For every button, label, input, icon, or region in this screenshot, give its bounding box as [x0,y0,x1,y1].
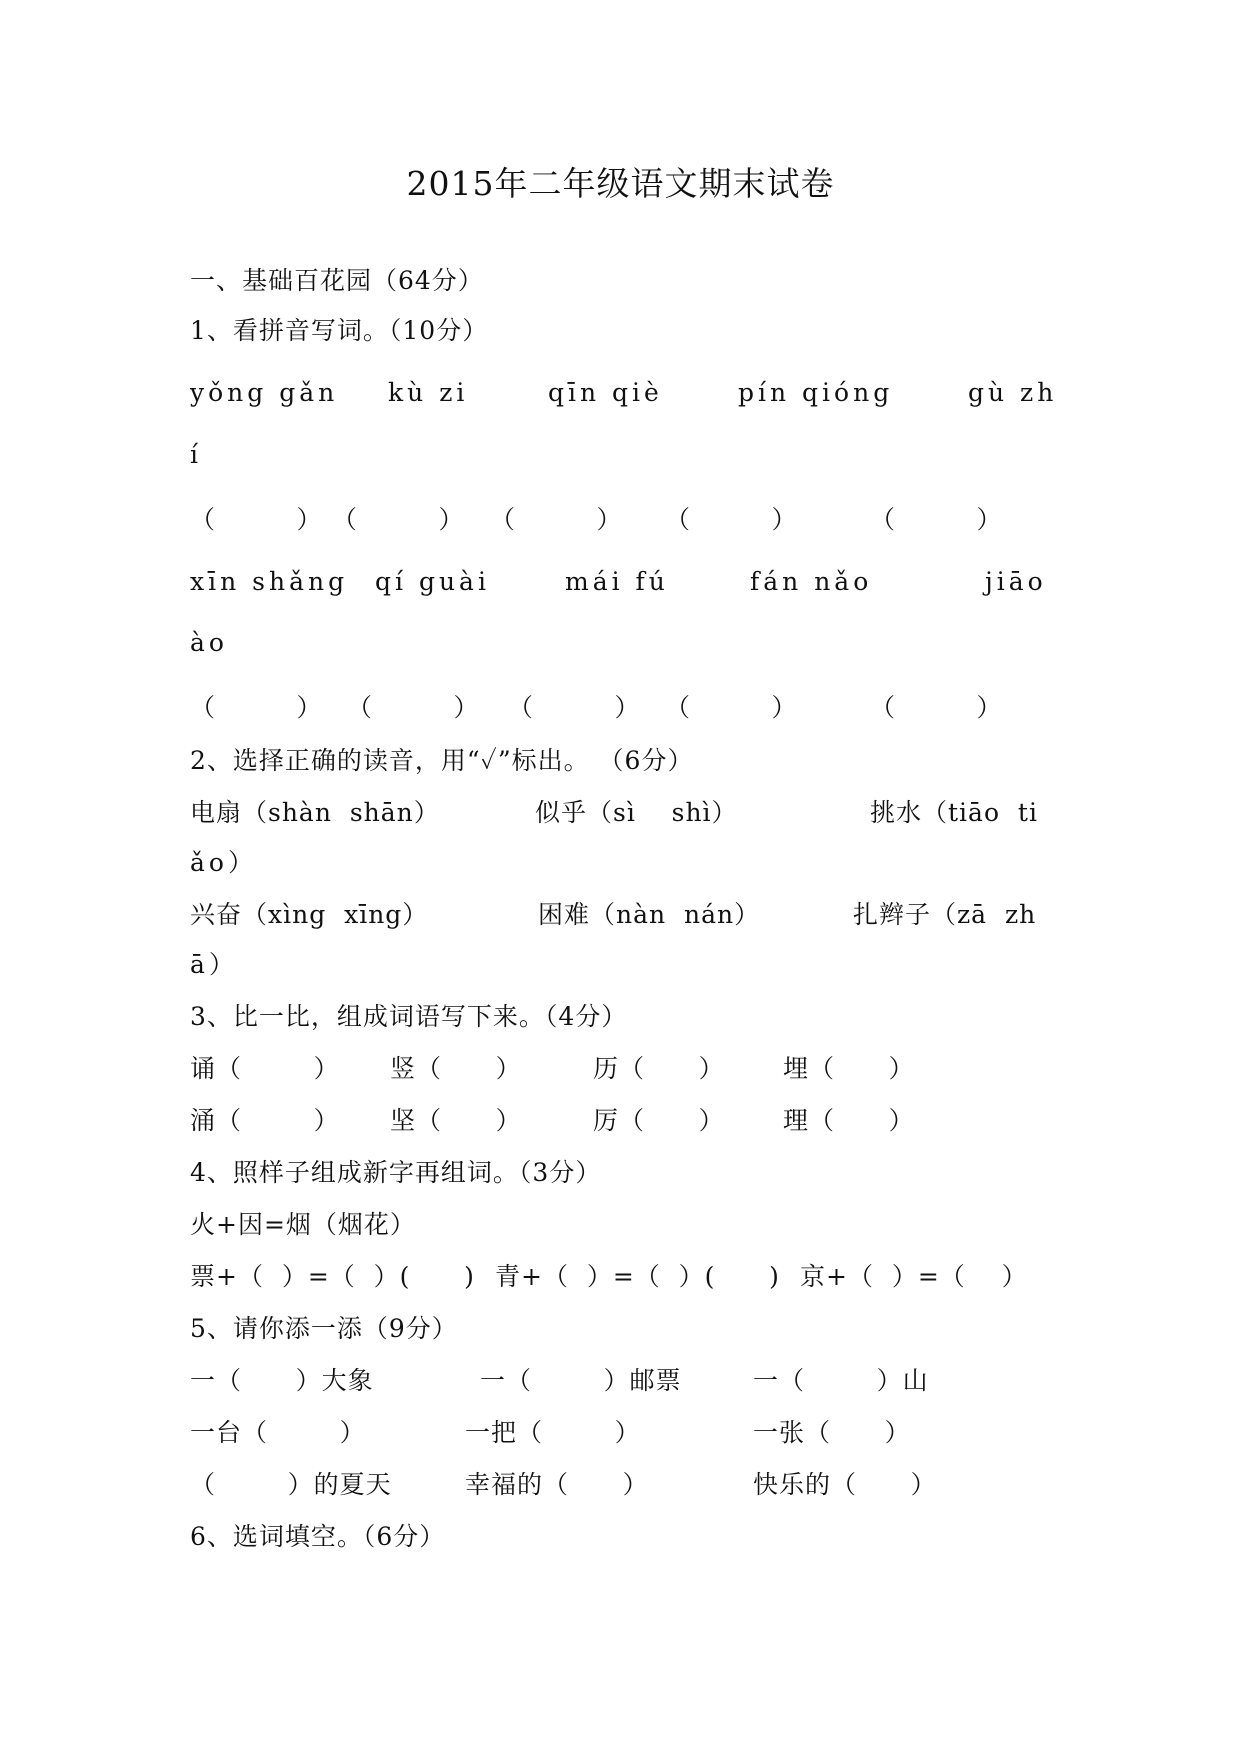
pinyin-word: yǒng gǎn [190,378,339,407]
fill-blank[interactable]: 一（ ）山 [753,1366,929,1395]
q1-pinyin-row-1 [190,378,1090,408]
reading-choice[interactable]: 电扇（shàn shān） [190,798,440,827]
word-blank[interactable]: 竖（ ） [390,1054,522,1083]
fill-blank[interactable]: （ ）的夏天 [190,1470,392,1499]
question-3-heading: 3、比一比，组成词语写下来。（4分） [190,1002,628,1031]
pinyin-wrap: ào [190,628,228,657]
answer-blank[interactable]: （ ） [508,693,641,722]
question-5-heading: 5、请你添一添（9分） [190,1314,458,1343]
answer-blank[interactable]: （ ） [347,693,480,722]
fill-blank[interactable]: 幸福的（ ） [465,1470,649,1499]
pinyin-word: mái fú [565,567,669,596]
q5-row-2 [190,1418,1090,1448]
reading-choice[interactable]: 困难（nàn nán） [538,900,761,929]
reading-choice-wrap: ā） [190,950,238,979]
section-heading: 一、基础百花园（64分） [190,266,484,295]
answer-blank[interactable]: （ ） [665,505,798,534]
q5-row-1 [190,1366,1090,1396]
fill-blank[interactable]: 一台（ ） [190,1418,366,1447]
page-title: 2015年二年级语文期末试卷 [406,164,835,203]
reading-choice[interactable]: 挑水（tiāo ti [870,798,1038,827]
word-blank[interactable]: 历（ ） [593,1054,725,1083]
word-blank[interactable]: 厉（ ） [593,1106,725,1135]
pinyin-word: qí guài [375,567,490,596]
pinyin-wrap: í [190,440,202,469]
pinyin-word: qīn qiè [548,378,663,407]
character-blank[interactable]: 票+（ ）=（ ）( ) [190,1262,475,1291]
question-6-heading: 6、选词填空。（6分） [190,1522,446,1551]
answer-blank[interactable]: （ ） [665,693,798,722]
word-blank[interactable]: 诵（ ） [190,1054,340,1083]
answer-blank[interactable]: （ ） [332,505,465,534]
word-blank[interactable]: 理（ ） [783,1106,915,1135]
q3-row-1 [190,1054,1090,1084]
answer-blank[interactable]: （ ） [190,693,323,722]
q2-row-1 [190,798,1090,828]
pinyin-word: gù zh [968,378,1058,407]
question-1-heading: 1、看拼音写词。（10分） [190,316,489,345]
answer-blank[interactable]: （ ） [490,505,623,534]
reading-choice[interactable]: 兴奋（xìng xīng） [190,900,429,929]
question-4-heading: 4、照样子组成新字再组词。（3分） [190,1158,602,1187]
answer-blank[interactable]: （ ） [870,505,1003,534]
word-blank[interactable]: 埋（ ） [783,1054,915,1083]
answer-blank[interactable]: （ ） [190,505,323,534]
fill-blank[interactable]: 一张（ ） [753,1418,911,1447]
q1-pinyin-row-2 [190,567,1090,597]
pinyin-word: jiāo [985,567,1047,596]
q3-row-2 [190,1106,1090,1136]
reading-choice-wrap: ǎo） [190,848,257,877]
reading-choice[interactable]: 扎辫子（zā zh [853,900,1037,929]
word-blank[interactable]: 坚（ ） [390,1106,522,1135]
pinyin-word: pín qióng [738,378,894,407]
reading-choice[interactable]: 似乎（sì shì） [535,798,738,827]
q4-row [190,1262,1090,1292]
pinyin-word: kù zi [388,378,469,407]
q5-row-3 [190,1470,1090,1500]
pinyin-word: fán nǎo [750,567,873,596]
pinyin-word: xīn shǎng [190,567,349,596]
q2-row-2 [190,900,1090,930]
fill-blank[interactable]: 一（ ）邮票 [480,1366,682,1395]
character-blank[interactable]: 京+（ ）=（ ） [800,1262,1028,1291]
answer-blank[interactable]: （ ） [870,693,1003,722]
q1-answer-row-1 [190,505,1090,535]
word-blank[interactable]: 涌（ ） [190,1106,340,1135]
q1-answer-row-2 [190,693,1090,723]
fill-blank[interactable]: 一把（ ） [465,1418,641,1447]
fill-blank[interactable]: 一（ ）大象 [190,1366,374,1395]
character-blank[interactable]: 青+（ ）=（ ）( ) [495,1262,780,1291]
fill-blank[interactable]: 快乐的（ ） [753,1470,937,1499]
q4-example: 火+因=烟（烟花） [190,1210,416,1239]
question-2-heading: 2、选择正确的读音，用“✓”标出。 （6分） [190,746,694,775]
